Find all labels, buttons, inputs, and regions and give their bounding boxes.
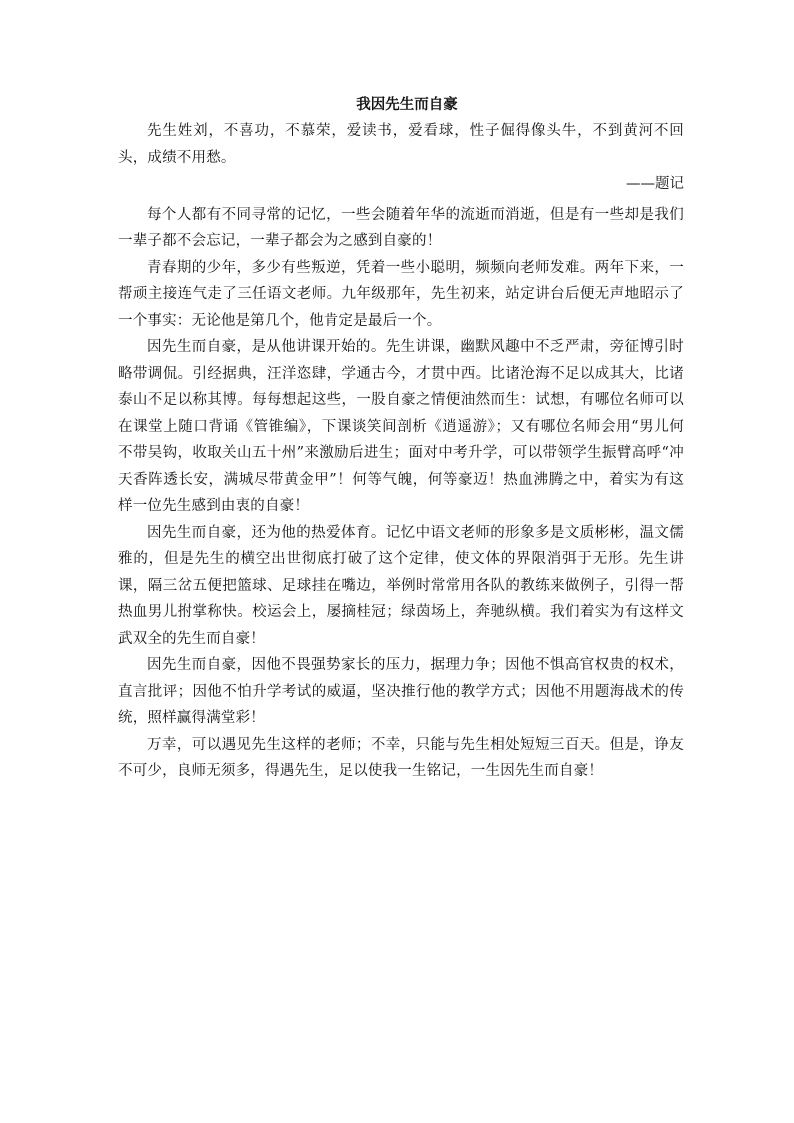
paragraph-1: 每个人都有不同寻常的记忆，一些会随着年华的流逝而消逝，但是有一些却是我们一辈子都不会忘记，一辈子都会为之感到自豪的！ xyxy=(118,206,684,249)
paragraph-5: 因先生而自豪，因他不畏强势家长的压力，据理力争；因他不惧高官权贵的权术，直言批评；因他不怕升学考试的威逼，坚决推行他的教学方式；因他不用题海战术的传统，照样赢得满堂彩！ xyxy=(118,657,684,726)
paragraph-4: 因先生而自豪，还为他的热爱体育。记忆中语文老师的形象多是文质彬彬，温文儒雅的，但是先生的横空出世彻底打破了这个定律，使文体的界限消弭于无形。先生讲课，隔三岔五便把篮球、足球挂在嘴边，举例时常常用各队的教练来做例子，引得一帮热血男儿拊掌称快。校运会上，屡摘桂冠；绿茵场上，奔驰纵横。我们着实为有这样文武双全的先生而自豪！ xyxy=(118,524,684,647)
paragraph-2: 青春期的少年，多少有些叛逆，凭着一些小聪明，频频向老师发难。两年下来，一帮顽主接连气走了三任语文老师。九年级那年，先生初来，站定讲台后便无声地昭示了一个事实：无论他是第几个，他肯定是最后一个。 xyxy=(118,259,684,329)
paragraph-3: 因先生而自豪，是从他讲课开始的。先生讲课，幽默风趣中不乏严肃，旁征博引时略带调侃。引经据典，汪洋恣肆，学通古今，才贯中西。比诸沧海不足以成其大，比诸泰山不足以称其博。每每想起这些，一股自豪之情便油然而生：试想，有哪位名师可以在课堂上随口背诵《管锥编》，下课谈笑间剖析《逍遥游》；又有哪位名师会用“男儿何不带吴钩，收取关山五十州”来激励后进生；面对中考升学，可以带领学生振臂高呼“冲天香阵透长安，满城尽带黄金甲”！何等气魄，何等豪迈！热血沸腾之中，着实为有这样一位先生感到由衷的自豪！ xyxy=(118,339,684,514)
epigraph-signature: ——题记 xyxy=(626,176,684,192)
essay-body xyxy=(118,94,684,785)
essay-title: 我因先生而自豪 xyxy=(356,96,458,113)
epigraph: 先生姓刘，不喜功，不慕荣，爱读书，爱看球，性子倔得像头牛，不到黄河不回头，成绩不用愁。 xyxy=(118,123,684,166)
paragraph-6: 万幸，可以遇见先生这样的老师；不幸，只能与先生相处短短三百天。但是，诤友不可少，良师无须多，得遇先生，足以使我一生铭记，一生因先生而自豪！ xyxy=(118,736,684,779)
